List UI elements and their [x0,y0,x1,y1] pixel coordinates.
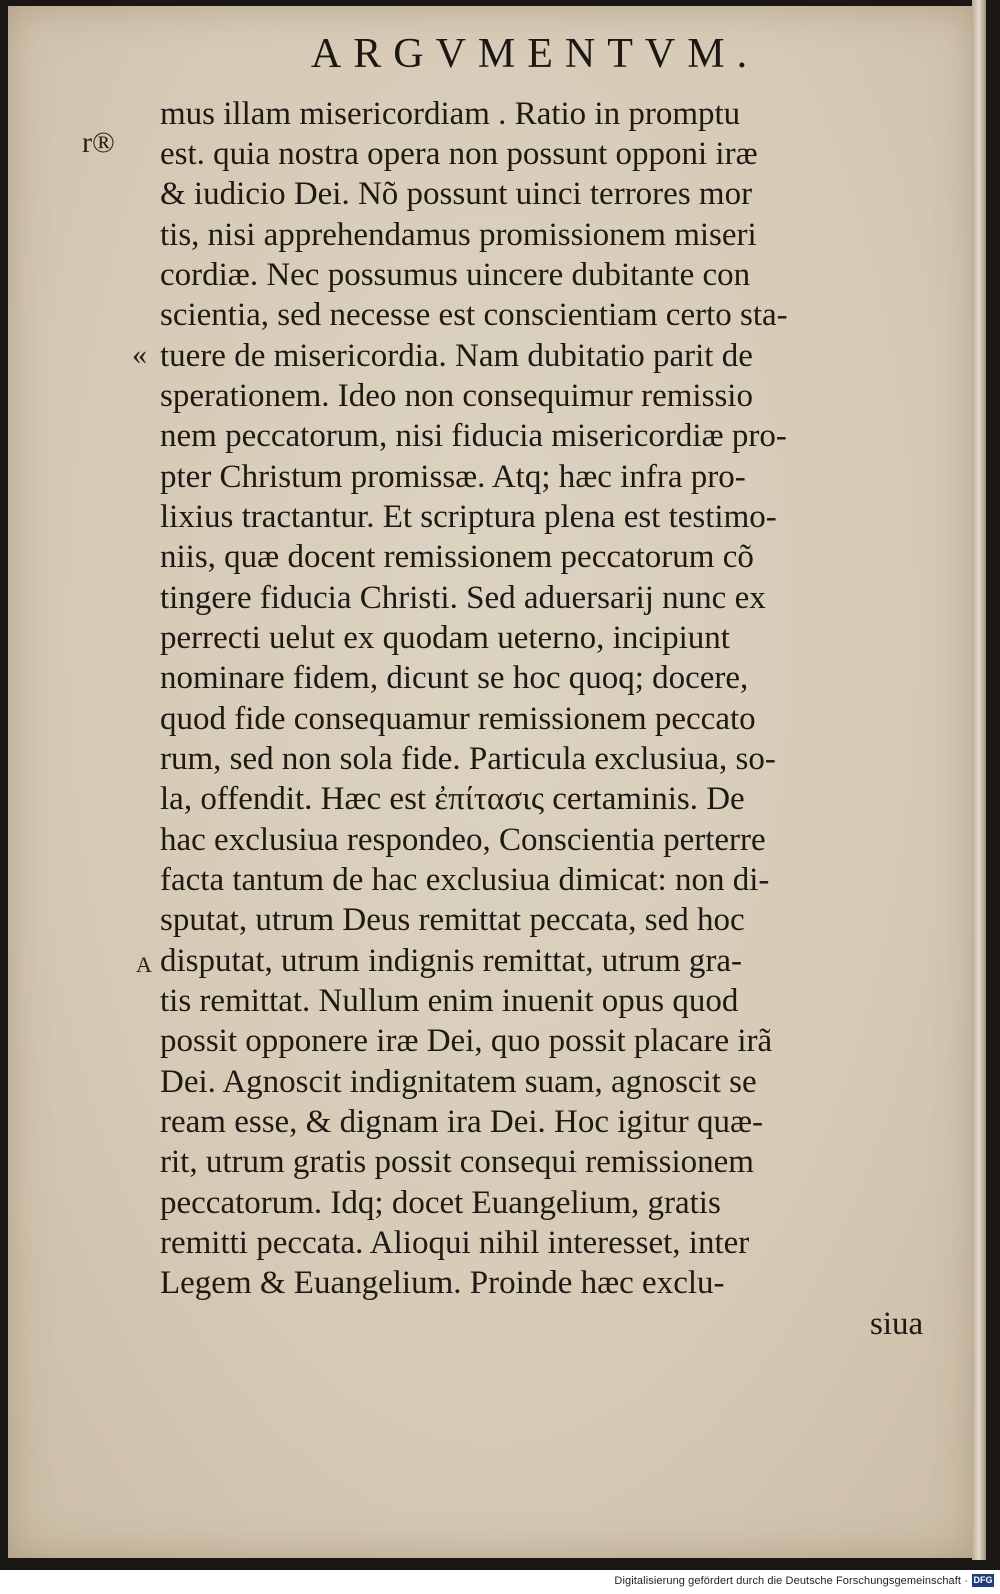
marginal-note-2: « [132,338,147,371]
catchword: siua [870,1306,924,1342]
text-line: rum, sed non sola fide. Particula exclusiua, so- [160,741,776,777]
text-line: quod fide consequamur remissionem peccato [160,701,756,737]
text-line: la, offendit. Hæc est ἐπίτασις certaminis. De [160,781,745,817]
text-line: tis remittat. Nullum enim inuenit opus quod [160,983,739,1019]
text-line: lixius tractantur. Et scriptura plena est testimo- [160,499,777,535]
text-line: facta tantum de hac exclusiua dimicat: non di- [160,862,770,898]
text-line: Legem & Euangelium. Proinde hæc exclu- [160,1265,725,1301]
text-line: sputat, utrum Deus remittat peccata, sed hoc [160,902,745,938]
text-line: hac exclusiua respondeo, Conscientia perterre [160,822,766,858]
text-line: cordiæ. Nec possumus uincere dubitante con [160,257,751,293]
footer-credit: Digitalisierung gefördert durch die Deutsche Forschungsgemeinschaft · [614,1575,968,1587]
text-line: pter Christum promissæ. Atq; hæc infra pro- [160,459,746,495]
text-line: peccatorum. Idq; docet Euangelium, gratis [160,1185,721,1221]
text-line: nominare fidem, dicunt se hoc quoq; docere, [160,660,749,696]
page-edge [972,0,986,1560]
text-line: niis, quæ docent remissionem peccatorum cõ [160,539,754,575]
text-line: tuere de misericordia. Nam dubitatio parit de [160,338,753,374]
text-line: remitti peccata. Alioqui nihil interesset, inter [160,1225,750,1261]
text-line: ream esse, & dignam ira Dei. Hoc igitur quæ- [160,1104,764,1140]
text-line: Dei. Agnoscit indignitatem suam, agnoscit se [160,1064,757,1100]
running-head: ARGVMENTVM. [310,31,760,77]
text-line: rit, utrum gratis possit consequi remissionem [160,1144,754,1180]
marginal-note-3: A [136,952,152,977]
text-line: & iudicio Dei. Nõ possunt uinci terrores mor [160,176,753,212]
text-line: perrecti uelut ex quodam ueterno, incipiunt [160,620,730,656]
text-line: tingere fiducia Christi. Sed aduersarij nunc ex [160,580,766,616]
marginal-note-1: r® [82,126,115,159]
text-line: sperationem. Ideo non consequimur remissio [160,378,753,414]
text-line: tis, nisi apprehendamus promissionem miseri [160,217,757,253]
text-line: possit opponere iræ Dei, quo possit placare irã [160,1023,773,1059]
text-line: nem peccatorum, nisi fiducia misericordiæ pro- [160,418,787,454]
text-line: scientia, sed necesse est conscientiam certo sta- [160,297,788,333]
text-line: est. quia nostra opera non possunt opponi iræ [160,136,758,172]
text-line: disputat, utrum indignis remittat, utrum gra- [160,943,742,979]
dfg-logo-icon: DFG [973,1575,993,1585]
text-line: mus illam misericordiam . Ratio in promptu [160,96,741,132]
